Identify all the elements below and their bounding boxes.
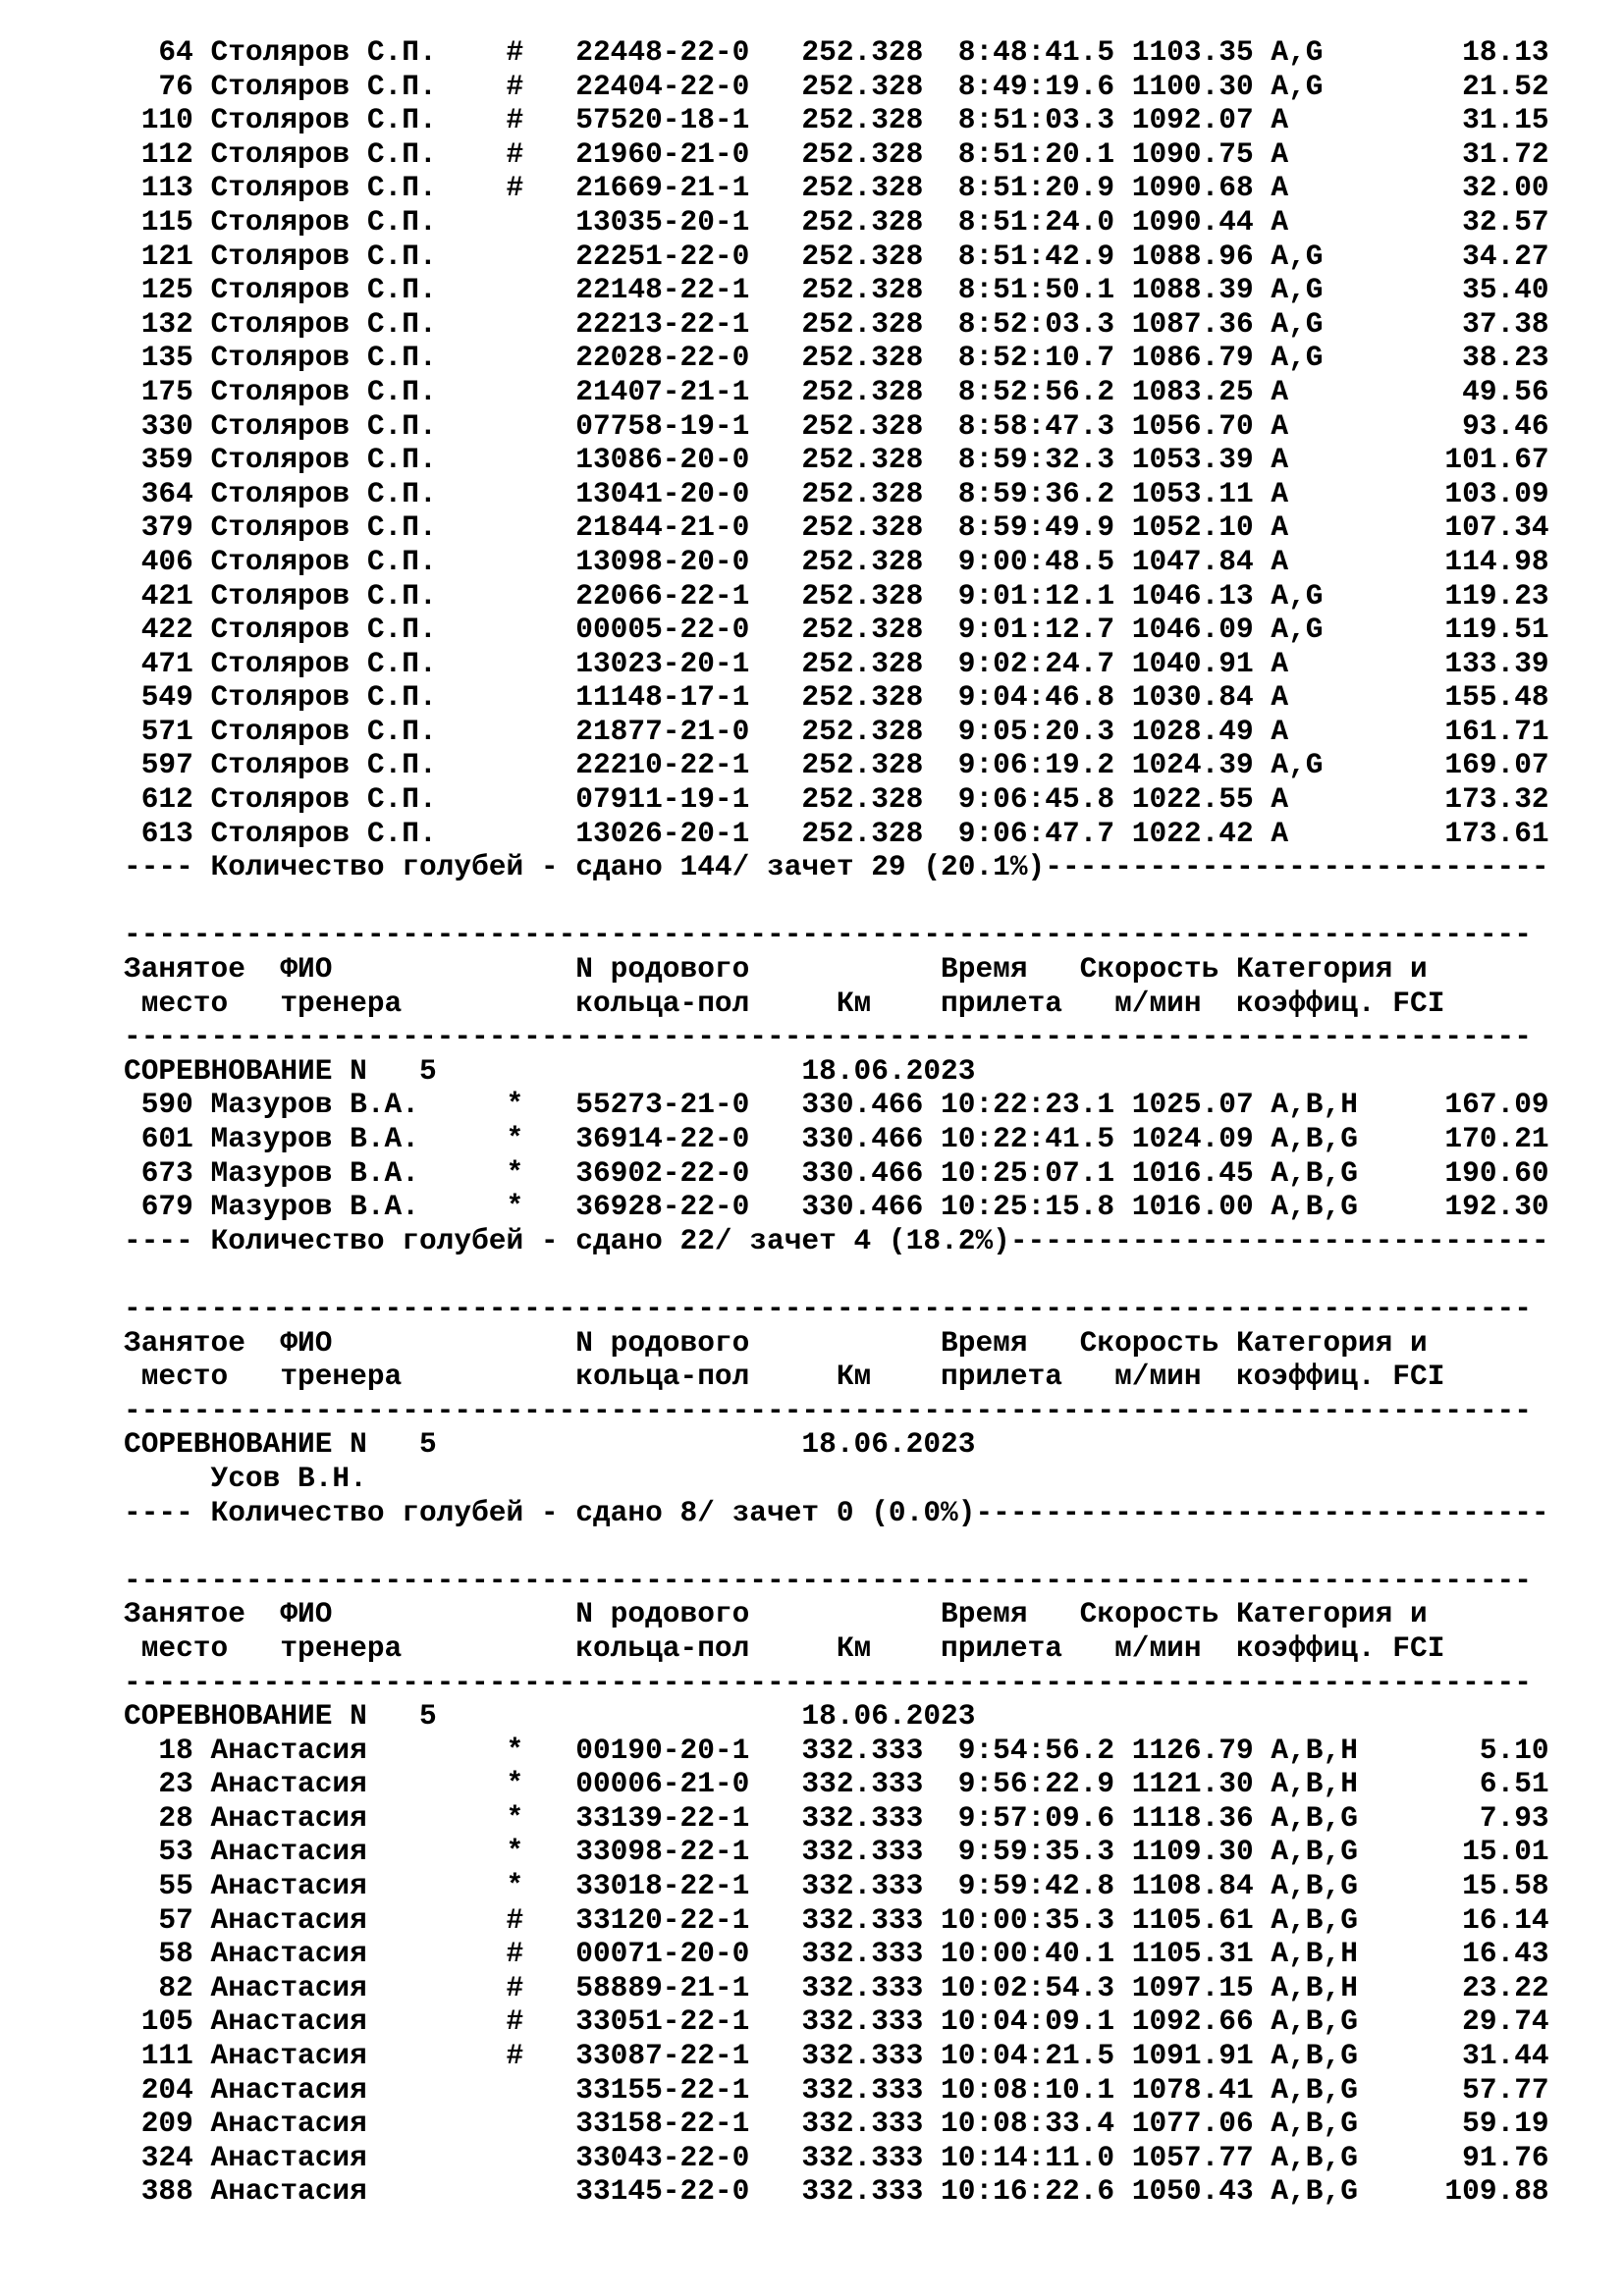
column-header-line-2: место тренера кольца-пол Км прилета м/мин коэффиц. FCI <box>124 986 1445 1020</box>
table-row: 64 Столяров С.П. # 22448-22-0 252.328 8:48:41.5 1103.35 A,G 18.13 <box>124 35 1549 69</box>
table-row: 53 Анастасия * 33098-22-1 332.333 9:59:35.3 1109.30 A,B,G 15.01 <box>124 1835 1549 1869</box>
competition-line: СОРЕВНОВАНИЕ N 5 18.06.2023 <box>124 1053 976 1088</box>
table-row: 359 Столяров С.П. 13086-20-0 252.328 8:59:32.3 1053.39 A 101.67 <box>124 443 1549 477</box>
table-row: 613 Столяров С.П. 13026-20-1 252.328 9:06:47.7 1022.42 A 173.61 <box>124 816 1549 850</box>
table-row: 111 Анастасия # 33087-22-1 332.333 10:04:21.5 1091.91 A,B,G 31.44 <box>124 2039 1549 2073</box>
separator: --------------------------------------------------------------------------------- <box>124 1665 1532 1699</box>
blank-line <box>124 1257 1549 1292</box>
table-row: 388 Анастасия 33145-22-0 332.333 10:16:22.6 1050.43 A,B,G 109.88 <box>124 2174 1549 2209</box>
blank-line <box>124 1529 1549 1564</box>
table-row: 601 Мазуров В.А. * 36914-22-0 330.466 10:22:41.5 1024.09 A,B,G 170.21 <box>124 1122 1549 1155</box>
table-row: 330 Столяров С.П. 07758-19-1 252.328 8:58:47.3 1056.70 A 93.46 <box>124 408 1549 443</box>
table-row: 115 Столяров С.П. 13035-20-1 252.328 8:51:24.0 1090.44 A 32.57 <box>124 204 1549 239</box>
separator: --------------------------------------------------------------------------------- <box>124 1020 1532 1054</box>
table-row: 406 Столяров С.П. 13098-20-0 252.328 9:00:48.5 1047.84 A 114.98 <box>124 544 1549 578</box>
table-row: 421 Столяров С.П. 22066-22-1 252.328 9:01:12.1 1046.13 A,G 119.23 <box>124 578 1549 613</box>
table-row: 125 Столяров С.П. 22148-22-1 252.328 8:51:50.1 1088.39 A,G 35.40 <box>124 273 1549 307</box>
summary-line: ---- Количество голубей - сдано 144/ зачет 29 (20.1%)----------------------------- <box>124 850 1549 884</box>
table-row: 422 Столяров С.П. 00005-22-0 252.328 9:01:12.7 1046.09 A,G 119.51 <box>124 613 1549 647</box>
table-row: 82 Анастасия # 58889-21-1 332.333 10:02:54.3 1097.15 A,B,H 23.22 <box>124 1970 1549 2004</box>
results-document <box>124 35 1549 2209</box>
table-row: 112 Столяров С.П. # 21960-21-0 252.328 8:51:20.1 1090.75 A 31.72 <box>124 136 1549 171</box>
table-row: 55 Анастасия * 33018-22-1 332.333 9:59:42.8 1108.84 A,B,G 15.58 <box>124 1869 1549 1903</box>
table-row: 175 Столяров С.П. 21407-21-1 252.328 8:52:56.2 1083.25 A 49.56 <box>124 374 1549 408</box>
table-row: 590 Мазуров В.А. * 55273-21-0 330.466 10:22:23.1 1025.07 A,B,H 167.09 <box>124 1088 1549 1122</box>
table-row: 571 Столяров С.П. 21877-21-0 252.328 9:05:20.3 1028.49 A 161.71 <box>124 714 1549 748</box>
column-header-line-1: Занятое ФИО N родового Время Скорость Категория и <box>124 952 1428 987</box>
separator: --------------------------------------------------------------------------------- <box>124 918 1532 952</box>
separator: --------------------------------------------------------------------------------- <box>124 1393 1532 1427</box>
table-row: 57 Анастасия # 33120-22-1 332.333 10:00:35.3 1105.61 A,B,G 16.14 <box>124 1902 1549 1937</box>
summary-line: ---- Количество голубей - сдано 8/ зачет 0 (0.0%)--------------------------------- <box>124 1495 1549 1529</box>
table-row: 113 Столяров С.П. # 21669-21-1 252.328 8:51:20.9 1090.68 A 32.00 <box>124 171 1549 205</box>
table-row: 471 Столяров С.П. 13023-20-1 252.328 9:02:24.7 1040.91 A 133.39 <box>124 646 1549 680</box>
table-row: 612 Столяров С.П. 07911-19-1 252.328 9:06:45.8 1022.55 A 173.32 <box>124 782 1549 817</box>
table-row: 76 Столяров С.П. # 22404-22-0 252.328 8:49:19.6 1100.30 A,G 21.52 <box>124 69 1549 103</box>
table-row: 597 Столяров С.П. 22210-22-1 252.328 9:06:19.2 1024.39 A,G 169.07 <box>124 748 1549 782</box>
table-row: 364 Столяров С.П. 13041-20-0 252.328 8:59:36.2 1053.11 A 103.09 <box>124 476 1549 510</box>
table-row: 673 Мазуров В.А. * 36902-22-0 330.466 10:25:07.1 1016.45 A,B,G 190.60 <box>124 1155 1549 1190</box>
table-row: 679 Мазуров В.А. * 36928-22-0 330.466 10:25:15.8 1016.00 A,B,G 192.30 <box>124 1190 1549 1224</box>
table-row: 105 Анастасия # 33051-22-1 332.333 10:04:09.1 1092.66 A,B,G 29.74 <box>124 2004 1549 2039</box>
column-header-line-1: Занятое ФИО N родового Время Скорость Категория и <box>124 1597 1428 1631</box>
table-row: 110 Столяров С.П. # 57520-18-1 252.328 8:51:03.3 1092.07 A 31.15 <box>124 103 1549 137</box>
column-header-line-1: Занятое ФИО N родового Время Скорость Категория и <box>124 1325 1428 1360</box>
blank-line <box>124 884 1549 919</box>
competition-line: СОРЕВНОВАНИЕ N 5 18.06.2023 <box>124 1427 976 1462</box>
coach-name-line: Усов В.Н. <box>124 1461 367 1495</box>
table-row: 23 Анастасия * 00006-21-0 332.333 9:56:22.9 1121.30 A,B,H 6.51 <box>124 1767 1549 1801</box>
table-row: 135 Столяров С.П. 22028-22-0 252.328 8:52:10.7 1086.79 A,G 38.23 <box>124 341 1549 375</box>
table-row: 324 Анастасия 33043-22-0 332.333 10:14:11.0 1057.77 A,B,G 91.76 <box>124 2140 1549 2174</box>
table-row: 121 Столяров С.П. 22251-22-0 252.328 8:51:42.9 1088.96 A,G 34.27 <box>124 239 1549 273</box>
summary-line: ---- Количество голубей - сдано 22/ зачет 4 (18.2%)------------------------------- <box>124 1223 1549 1257</box>
table-row: 204 Анастасия 33155-22-1 332.333 10:08:10.1 1078.41 A,B,G 57.77 <box>124 2072 1549 2107</box>
separator: --------------------------------------------------------------------------------- <box>124 1563 1532 1597</box>
table-row: 379 Столяров С.П. 21844-21-0 252.328 8:59:49.9 1052.10 A 107.34 <box>124 510 1549 545</box>
competition-line: СОРЕВНОВАНИЕ N 5 18.06.2023 <box>124 1699 976 1734</box>
table-row: 18 Анастасия * 00190-20-1 332.333 9:54:56.2 1126.79 A,B,H 5.10 <box>124 1733 1549 1767</box>
table-row: 549 Столяров С.П. 11148-17-1 252.328 9:04:46.8 1030.84 A 155.48 <box>124 680 1549 715</box>
separator: --------------------------------------------------------------------------------- <box>124 1291 1532 1325</box>
table-row: 209 Анастасия 33158-22-1 332.333 10:08:33.4 1077.06 A,B,G 59.19 <box>124 2107 1549 2141</box>
column-header-line-2: место тренера кольца-пол Км прилета м/мин коэффиц. FCI <box>124 1630 1445 1665</box>
table-row: 132 Столяров С.П. 22213-22-1 252.328 8:52:03.3 1087.36 A,G 37.38 <box>124 306 1549 341</box>
table-row: 28 Анастасия * 33139-22-1 332.333 9:57:09.6 1118.36 A,B,G 7.93 <box>124 1800 1549 1835</box>
column-header-line-2: место тренера кольца-пол Км прилета м/мин коэффиц. FCI <box>124 1360 1445 1394</box>
table-row: 58 Анастасия # 00071-20-0 332.333 10:00:40.1 1105.31 A,B,H 16.43 <box>124 1937 1549 1971</box>
